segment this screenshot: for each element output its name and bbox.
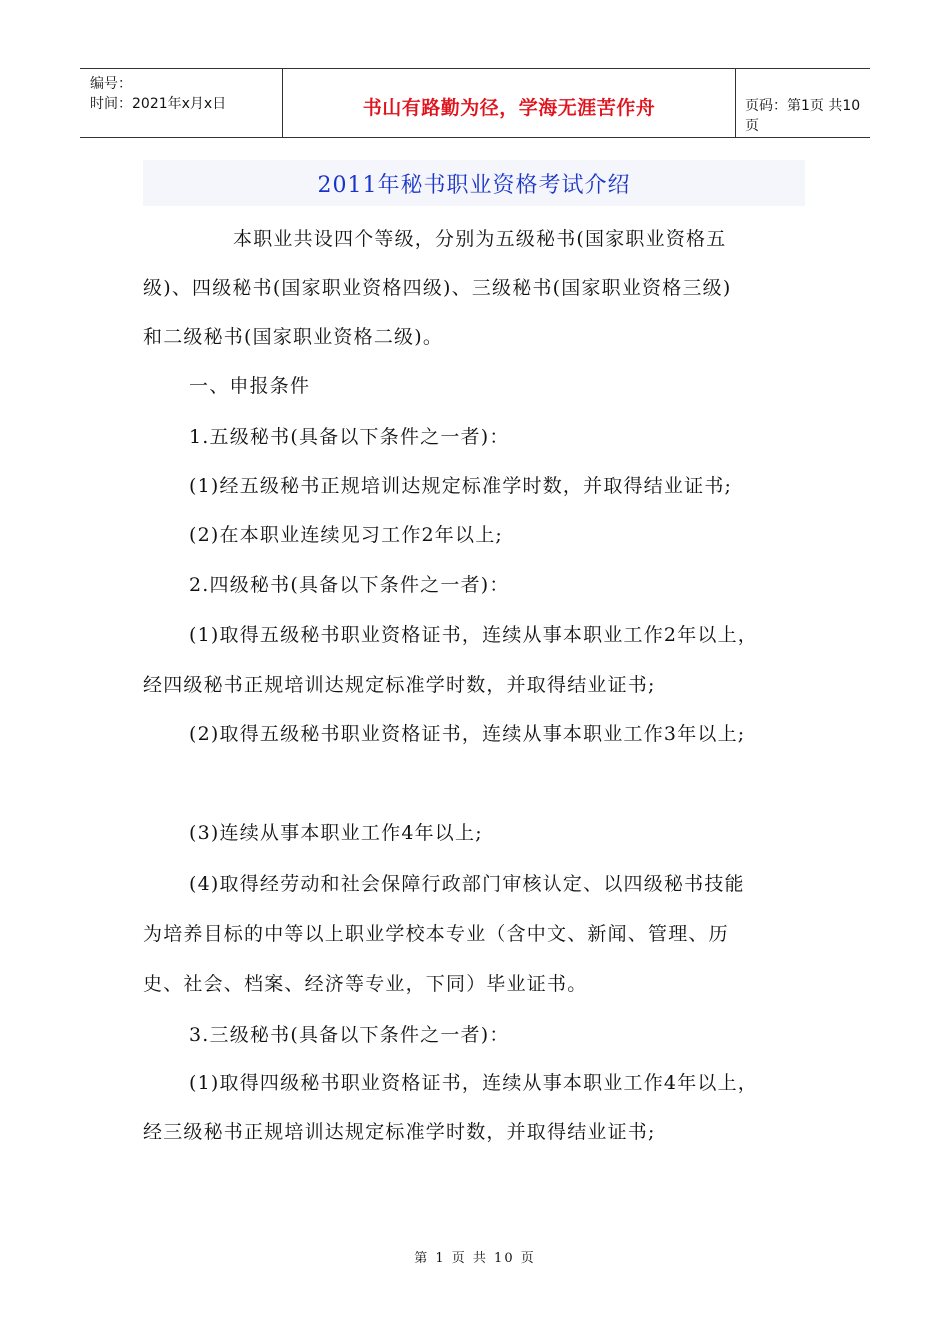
section-heading: 一、申报条件 xyxy=(189,375,311,397)
header-motto-cell xyxy=(282,69,736,137)
body-line: (2)取得五级秘书职业资格证书，连续从事本职业工作3年以上; xyxy=(189,723,746,745)
body-line: (1)取得五级秘书职业资格证书，连续从事本职业工作2年以上， xyxy=(189,624,759,646)
body-line: 本职业共设四个等级，分别为五级秘书(国家职业资格五 xyxy=(233,228,727,250)
body-line: (1)取得四级秘书职业资格证书，连续从事本职业工作4年以上， xyxy=(189,1072,759,1094)
body-line: (4)取得经劳动和社会保障行政部门审核认定、以四级秘书技能 xyxy=(189,873,745,895)
title-band xyxy=(143,160,805,206)
document-title: 2011年秘书职业资格考试介绍 xyxy=(317,173,631,198)
page-info: 页码：第1页 共10页 xyxy=(745,98,861,134)
body-line: 1.五级秘书(具备以下条件之一者)： xyxy=(189,426,510,448)
body-line: 经三级秘书正规培训达规定标准学时数，并取得结业证书; xyxy=(143,1121,656,1143)
page-footer: 第 1 页 共 10 页 xyxy=(414,1251,536,1266)
number-label: 编号： xyxy=(90,76,132,92)
body-line: 3.三级秘书(具备以下条件之一者)： xyxy=(189,1024,510,1046)
body-line: 经四级秘书正规培训达规定标准学时数，并取得结业证书; xyxy=(143,674,656,696)
body-line: 和二级秘书(国家职业资格二级)。 xyxy=(143,326,444,348)
header-page-cell xyxy=(735,69,870,137)
body-line: (1)经五级秘书正规培训达规定标准学时数，并取得结业证书; xyxy=(189,475,733,497)
motto: 书山有路勤为径，学海无涯苦作舟 xyxy=(362,97,656,119)
body-line: 为培养目标的中等以上职业学校本专业（含中文、新闻、管理、历 xyxy=(143,923,729,945)
time-label: 时间：2021年x月x日 xyxy=(90,96,227,112)
body-line: (3)连续从事本职业工作4年以上; xyxy=(189,822,483,844)
body-line: 2.四级秘书(具备以下条件之一者)： xyxy=(189,574,510,596)
body-line: 级)、四级秘书(国家职业资格四级)、三级秘书(国家职业资格三级) xyxy=(143,277,732,299)
header-meta-cell xyxy=(80,69,282,137)
document-header-table xyxy=(80,68,870,138)
body-line: 史、社会、档案、经济等专业，下同）毕业证书。 xyxy=(143,973,588,995)
body-line: (2)在本职业连续见习工作2年以上; xyxy=(189,524,504,546)
